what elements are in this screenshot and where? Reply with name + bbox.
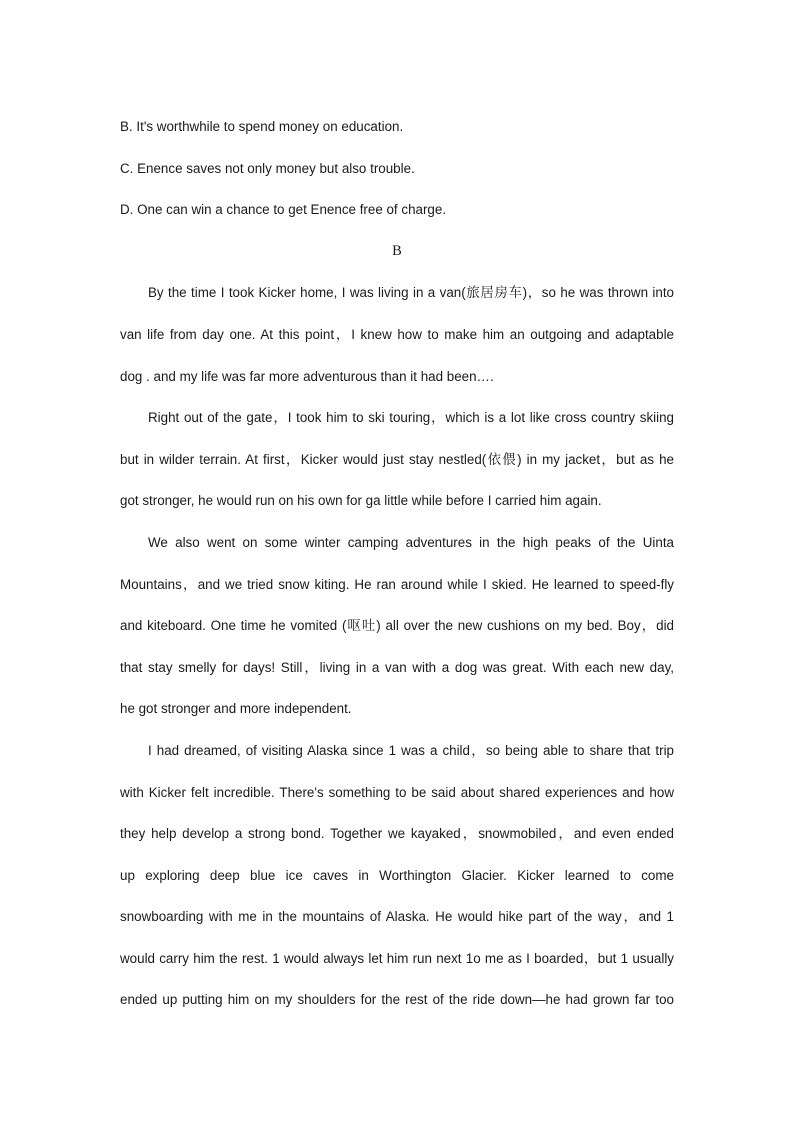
section-heading: B	[392, 242, 402, 259]
option-c: C. Enence saves not only money but also trouble.	[120, 160, 415, 176]
text-line: they help develop a strong bond. Together we kayaked，snowmobiled，and even ended	[120, 826, 674, 842]
text-line: dog . and my life was far more adventurous than it had been….	[120, 368, 494, 384]
text-line: he got stronger and more independent.	[120, 701, 352, 717]
text-line: but in wilder terrain. At first，Kicker would just stay nestled(依偎) in my jacket，but as he	[120, 451, 674, 467]
text-line: that stay smelly for days! Still，living in a van with a dog was great. With each new day,	[120, 659, 674, 675]
text-line: van life from day one. At this point，I knew how to make him an outgoing and adaptable	[120, 326, 674, 342]
text-line: got stronger, he would run on his own for ga little while before I carried him again.	[120, 493, 602, 509]
paragraph-4	[120, 730, 674, 1021]
text-line: We also went on some winter camping adventures in the high peaks of the Uinta	[148, 534, 674, 550]
option-d: D. One can win a chance to get Enence free of charge.	[120, 202, 447, 218]
paragraph-2	[120, 397, 674, 522]
option-b: B. It's worthwhile to spend money on education.	[120, 119, 404, 134]
text-line: I had dreamed, of visiting Alaska since 1 was a child，so being able to share that trip	[148, 742, 674, 758]
text-line: Right out of the gate，I took him to ski touring，which is a lot like cross country skiing	[148, 410, 674, 426]
text-line: Mountains，and we tried snow kiting. He ran around while I skied. He learned to speed-fly	[120, 576, 674, 592]
document-page	[120, 106, 674, 1021]
text-line: with Kicker felt incredible. There's something to be said about shared experiences and how	[120, 784, 674, 800]
paragraph-1	[120, 272, 674, 397]
text-line: and kiteboard. One time he vomited (呕吐) all over the new cushions on my bed. Boy，did	[120, 618, 674, 634]
paragraph-3	[120, 522, 674, 730]
text-line: would carry him the rest. 1 would always let him run next 1o me as I boarded，but 1 usually	[120, 950, 674, 966]
text-line: By the time I took Kicker home, I was living in a van(旅居房车)，so he was thrown into	[148, 285, 674, 301]
text-line: snowboarding with me in the mountains of Alaska. He would hike part of the way，and 1	[120, 909, 674, 925]
text-line: up exploring deep blue ice caves in Worthington Glacier. Kicker learned to come	[120, 867, 674, 883]
text-line: ended up putting him on my shoulders for the rest of the ride down—he had grown far too	[120, 992, 674, 1008]
